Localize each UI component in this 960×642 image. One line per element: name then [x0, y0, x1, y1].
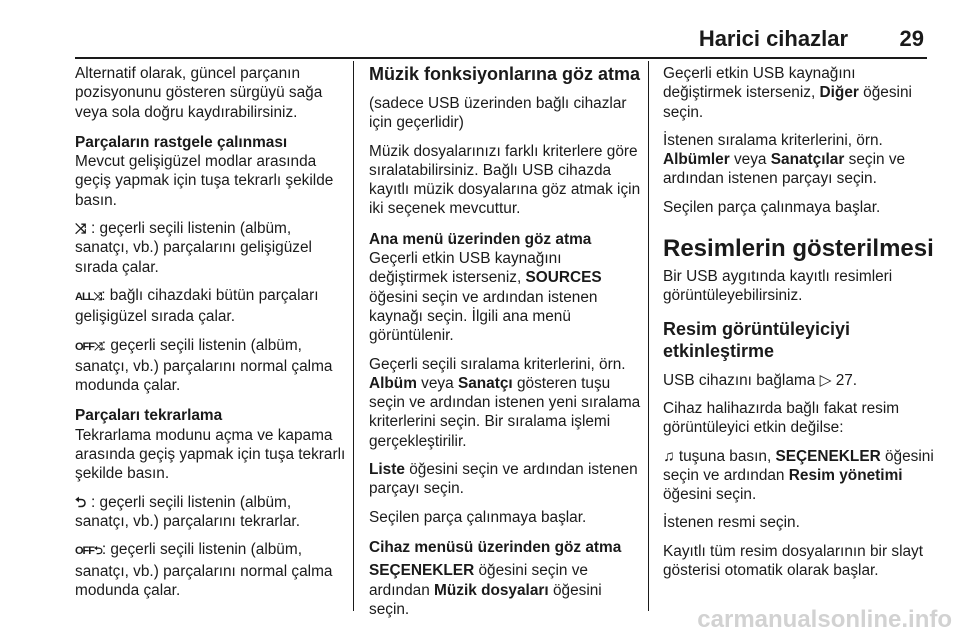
paragraph: USB cihazını bağlama ▷ 27.	[663, 371, 858, 389]
paragraph: Kayıtlı tüm resim dosyalarının bir slayt gösterisi otomatik olarak başlar.	[663, 542, 924, 580]
shuffle-all-icon: ALL⤨	[75, 290, 102, 303]
paragraph: Müzik dosyalarınızı farklı kriterlere göre sıralatabilirsiniz. Bağlı USB cihazda kayıtlı müzik dosyalarına göz atmak için iki seçenek mevcuttur.	[369, 142, 641, 218]
paragraph: ♫ tuşuna basın, SEÇENEKLER öğesini seçin ve ardından Resim yönetimi öğesini seçin.	[663, 447, 934, 504]
paragraph: Geçerli etkin USB kaynağını değiştirmek isterseniz, Diğer öğesini seçin.	[663, 65, 912, 121]
repeat-on-item: ⮌ : geçerli seçili listenin (albüm, sanatçı, vb.) parçalarını tekrarlar.	[75, 493, 300, 530]
subheading-repeat: Parçaları tekrarlama	[75, 407, 223, 425]
shuffle-list-item: ⤨ : geçerli seçili listenin (albüm, sanatçı, vb.) parçalarını gelişigüzel sırada çalar.	[75, 220, 312, 276]
repeat-off-icon: OFF⮌	[75, 545, 102, 558]
repeat-off-item: OFF⮌: geçerli seçili listenin (albüm, sanatçı, vb.) parçalarını normal çalma modunda çalar.	[75, 541, 333, 599]
paragraph: Geçerli etkin USB kaynağını değiştirmek isterseniz, SOURCES öğesini seçin ve ardından istenen kaynağı seçin. İlgili ana menü görüntülenir.	[369, 250, 602, 345]
shuffle-icon: ⤨	[75, 220, 87, 237]
paragraph: Geçerli seçili sıralama kriterlerini, örn. Albüm veya Sanatçı gösteren tuşu seçin ve ardından istenen yeni sıralama kriterlerini seçin. Bir sıralama işlemi gerçekleştirilir.	[369, 355, 641, 450]
column-3	[663, 64, 935, 589]
paragraph: Seçilen parça çalınmaya başlar.	[663, 198, 881, 216]
paragraph: Liste öğesini seçin ve ardından istenen parçayı seçin.	[369, 461, 638, 498]
section-heading: Müzik fonksiyonlarına göz atma	[369, 64, 641, 84]
shuffle-off-icon: OFF⤨	[75, 340, 102, 353]
paragraph: Tekrarlama modunu açma ve kapama arasında geçiş yapmak için tuşa tekrarlı şekilde basın.	[75, 426, 346, 483]
paragraph: İstenen sıralama kriterlerini, örn. Albümler veya Sanatçılar seçin ve ardından istenen parçayı seçin.	[663, 131, 906, 188]
paragraph: (sadece USB üzerinden bağlı cihazlar için geçerlidir)	[369, 95, 627, 132]
paragraph: Alternatif olarak, güncel parçanın pozisyonunu gösteren sürgüyü sağa veya sola doğru kaydırabilirsiniz.	[75, 65, 323, 121]
section-heading: Resim görüntüleyiciyi etkinleştirme	[663, 318, 851, 361]
paragraph: Bir USB aygıtında kayıtlı resimleri görüntüleyebilirsiniz.	[663, 268, 893, 305]
paragraph: Seçilen parça çalınmaya başlar.	[369, 508, 587, 526]
column-divider	[353, 61, 354, 611]
subheading-main-menu: Ana menü üzerinden göz atma	[369, 230, 592, 248]
header-divider	[75, 57, 927, 59]
paragraph: SEÇENEKLER öğesini seçin ve ardından Müzik dosyaları öğesini seçin.	[369, 562, 602, 618]
shuffle-off-item: OFF⤨: geçerli seçili listenin (albüm, sanatçı, vb.) parçalarını normal çalma modunda çalar.	[75, 336, 333, 395]
repeat-icon: ⮌	[75, 493, 87, 510]
page-reference-icon: ▷	[819, 371, 832, 389]
shuffle-all-item: ALL⤨: bağlı cihazdaki bütün parçaları gelişigüzel sırada çalar.	[75, 286, 319, 326]
subheading-shuffle: Parçaların rastgele çalınması	[75, 133, 288, 151]
music-note-icon: ♫	[663, 447, 675, 465]
page-number: 29	[899, 26, 924, 51]
page-header	[0, 0, 960, 58]
chapter-heading: Resimlerin gösterilmesi	[663, 235, 934, 263]
column-1	[75, 64, 347, 609]
subheading-device-menu: Cihaz menüsü üzerinden göz atma	[369, 538, 622, 556]
column-2	[369, 64, 641, 628]
watermark: carmanualsonline.info	[697, 606, 952, 633]
paragraph: Cihaz halihazırda bağlı fakat resim görüntüleyici etkin değilse:	[663, 399, 900, 437]
column-divider	[648, 61, 649, 611]
paragraph: İstenen resmi seçin.	[663, 514, 800, 532]
page-title: Harici cihazlar	[698, 26, 848, 51]
paragraph: Mevcut gelişigüzel modlar arasında geçiş yapmak için tuşa tekrarlı şekilde basın.	[75, 153, 334, 209]
